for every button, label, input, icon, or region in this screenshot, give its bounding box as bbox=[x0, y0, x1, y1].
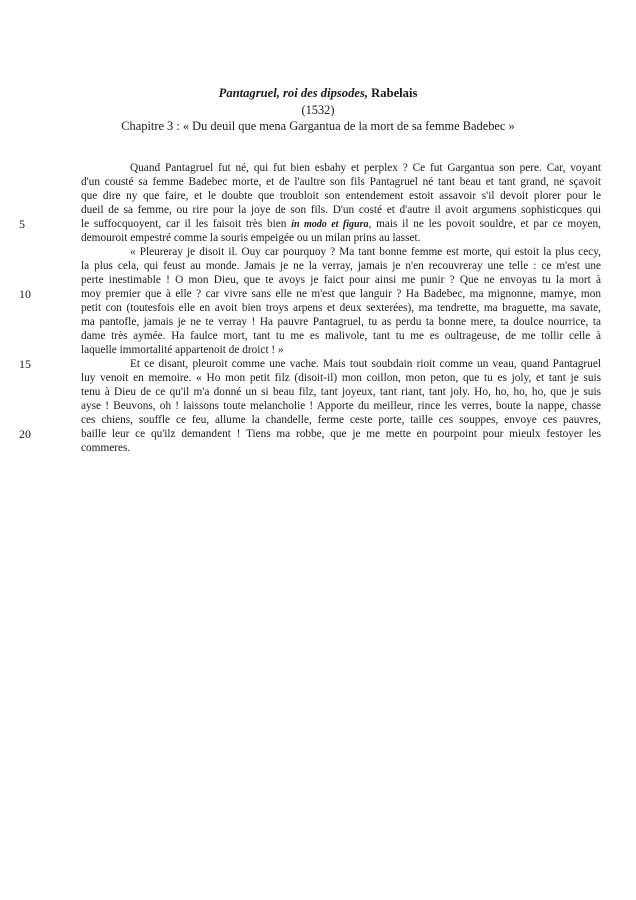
line-text: luy venoit en memoire. « Ho mon petit filz (disoit-il) mon coillon, mon peton, que tu es joly, et tant je suis bbox=[81, 372, 601, 384]
line-text: dame très aymée. Ha faulce mort, tant tu me es malivole, tant tu me es oultrageuse, de me tollir celle à bbox=[81, 330, 601, 342]
line-text: ces chiens, souffle ce feu, allume la chandelle, ferme ceste porte, taille ces souppes, envoye ces pauvres, bbox=[81, 414, 601, 426]
line-text: que dire ny que faire, et le doubte que troubloit son entendement estoit assavoir s'il devoit plorer pour le bbox=[81, 190, 601, 202]
text-line bbox=[19, 217, 601, 231]
text-line bbox=[81, 273, 601, 287]
publication-year: (1532) bbox=[301, 103, 335, 117]
line-text-segment: , mais il ne les povoit souldre, et par ce moyen, bbox=[368, 218, 601, 230]
line-text: baille leur ce qu'ilz demandent ! Tiens ma robbe, que je me mette en pourpoint pour mieulx festoyer les bbox=[81, 428, 601, 440]
text-line bbox=[81, 161, 601, 175]
text-line bbox=[81, 441, 601, 455]
line-number: 20 bbox=[19, 427, 31, 441]
work-title: Pantagruel, roi des dipsodes, bbox=[218, 86, 369, 100]
line-text: la plus cela, qui feust au monde. Jamais je ne la verray, jamais je n'en recouvreray une telle : ce m'est une bbox=[81, 260, 601, 272]
line-text: ma pantofle, jamais je ne te verray ! Ha pauvre Pantagruel, tu as perdu ta bonne mere, ta doulce nourrice, ta bbox=[81, 316, 601, 328]
line-text: Quand Pantagruel fut né, qui fut bien esbahy et perplex ? Ce fut Gargantua son pere. Car, voyant bbox=[130, 162, 601, 174]
line-text: moy premier que à elle ? car vivre sans elle ne m'est que languir ? Ha Badebec, ma mignonne, mamye, mon bbox=[81, 288, 601, 300]
text-line bbox=[81, 399, 601, 413]
line-text: « Pleureray je disoit il. Ouy car pourquoy ? Ma tant bonne femme est morte, qui estoit la plus cecy, bbox=[130, 246, 601, 258]
line-text: Et ce disant, pleuroit comme une vache. Mais tout soubdain rioit comme un veau, quand Pantagruel bbox=[130, 358, 601, 370]
text-line bbox=[81, 175, 601, 189]
line-text: demouroit empestré comme la souris empeigée ou un milan prins au lasset. bbox=[81, 232, 421, 244]
text-line bbox=[81, 371, 601, 385]
text-line bbox=[19, 357, 601, 371]
author-name: Rabelais bbox=[371, 86, 418, 100]
text-line bbox=[19, 427, 601, 441]
line-number: 5 bbox=[19, 217, 25, 231]
text-line bbox=[81, 385, 601, 399]
line-text: laquelle immortalité appartenoit de droict ! » bbox=[81, 344, 284, 356]
text-line bbox=[81, 343, 601, 357]
line-text bbox=[81, 218, 601, 230]
text-line bbox=[81, 413, 601, 427]
line-text: ayse ! Beuvons, oh ! laissons toute melancholie ! Apporte du meilleur, rince les verres, boute la nappe, chasse bbox=[81, 400, 601, 412]
text-line bbox=[19, 287, 601, 301]
text-line bbox=[81, 189, 601, 203]
text-line bbox=[81, 329, 601, 343]
latin-phrase: in modo et figura bbox=[291, 219, 369, 230]
document-title bbox=[0, 86, 636, 101]
line-text: commeres. bbox=[81, 442, 131, 454]
line-text: tenu à Dieu de ce qu'il m'a donné un si beau filz, tant joyeux, tant riant, tant joly. Ho, ho, ho, ho, que je suis bbox=[81, 386, 601, 398]
chapter-heading: Chapitre 3 : « Du deuil que mena Gargantua de la mort de sa femme Badebec » bbox=[121, 119, 515, 133]
text-line bbox=[81, 231, 601, 245]
text-line bbox=[81, 203, 601, 217]
line-text-segment: le suffocquoyent, car il les faisoit très bien bbox=[81, 218, 292, 230]
text-line bbox=[81, 245, 601, 259]
text-body bbox=[19, 161, 601, 455]
line-text: dueil de sa femme, ou rire pour la joye de son fils. D'un costé et d'autre il avoit argumens sophisticques qui bbox=[81, 204, 601, 216]
line-number: 10 bbox=[19, 287, 31, 301]
line-number: 15 bbox=[19, 357, 31, 371]
line-text: petit con (toutesfois elle en avoit bien troys arpens et deux sexterées), ma tendrette, ma braguette, ma savate, bbox=[81, 302, 601, 314]
text-line bbox=[81, 315, 601, 329]
text-line bbox=[81, 259, 601, 273]
line-text: perte inestimable ! O mon Dieu, que te avoys je faict pour ainsi me punir ? Que ne envoyas tu la mort à bbox=[81, 274, 601, 286]
line-text: d'un cousté sa femme Badebec morte, et de l'aultre son fils Pantagruel né tant beau et tant grand, ne sçavoit bbox=[81, 176, 601, 188]
text-line bbox=[81, 301, 601, 315]
